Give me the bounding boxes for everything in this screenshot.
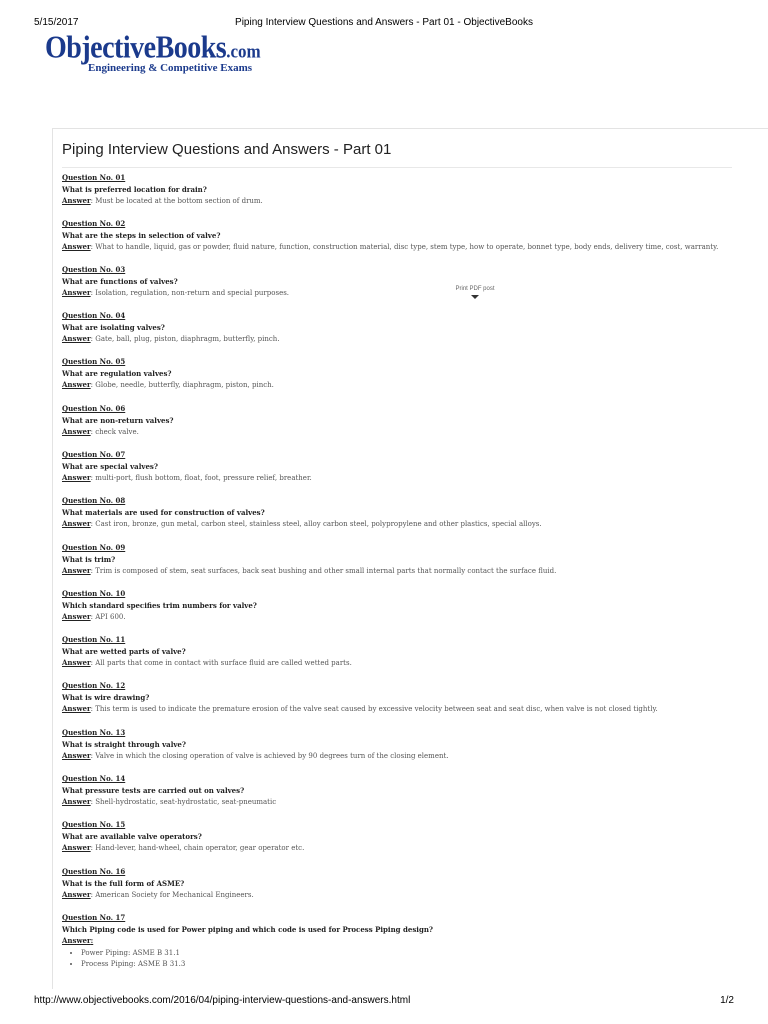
answer-list-item: • Power Piping: ASME B 31.1	[81, 948, 433, 960]
question-number: Question No. 06	[62, 404, 126, 413]
answer-label: Answer	[62, 519, 91, 528]
print-header	[0, 17, 768, 29]
question-text: What are available valve operators?	[62, 831, 202, 841]
answer-label: Answer	[62, 890, 91, 899]
qa-item	[62, 356, 274, 392]
answer-text: Globe, needle, butterfly, diaphragm, piston, pinch.	[95, 381, 274, 389]
qa-item	[62, 542, 556, 578]
question-text: What are special valves?	[62, 461, 158, 471]
question-text: What are wetted parts of valve?	[62, 646, 186, 656]
answer-label: Answer	[62, 196, 91, 205]
answer-colon: :	[90, 567, 96, 575]
question-text: What is straight through valve?	[62, 739, 186, 749]
answer-label: Answer	[62, 612, 91, 621]
question-number: Question No. 14	[62, 774, 126, 783]
answer-label: Answer	[62, 427, 91, 436]
question-number: Question No. 03	[62, 265, 126, 274]
answer-label: Answer	[62, 334, 91, 343]
answer-line	[62, 195, 263, 208]
qa-item	[62, 727, 449, 763]
print-page-title: Piping Interview Questions and Answers - Part 01 - ObjectiveBooks	[235, 17, 533, 28]
qa-item	[62, 819, 304, 855]
qa-item	[62, 912, 433, 971]
title-divider	[62, 167, 732, 168]
qa-item	[62, 495, 542, 531]
qa-item	[62, 218, 718, 254]
answer-text: Must be located at the bottom section of drum.	[95, 197, 263, 205]
print-date: 5/15/2017	[34, 17, 79, 28]
answer-line	[62, 889, 254, 902]
answer-colon: :	[90, 705, 96, 713]
answer-text: This term is used to indicate the premature erosion of the valve seat caused by excessive velocity between seat and seat disc, when valve is not closed tightly.	[95, 705, 658, 713]
answer-colon: :	[90, 936, 94, 945]
answer-text: check valve.	[95, 428, 139, 436]
answer-colon: :	[90, 243, 96, 251]
qa-item	[62, 773, 276, 809]
answer-line	[62, 750, 449, 763]
site-logo[interactable]	[45, 30, 261, 74]
answer-colon: :	[90, 844, 96, 852]
question-number: Question No. 17	[62, 913, 126, 922]
answer-text: All parts that come in contact with surface fluid are called wetted parts.	[95, 659, 352, 667]
question-number: Question No. 01	[62, 173, 126, 182]
chevron-down-icon	[471, 295, 479, 299]
question-number: Question No. 15	[62, 820, 126, 829]
answer-list-item: • Process Piping: ASME B 31.3	[81, 959, 433, 971]
answer-line	[62, 565, 556, 578]
print-footer	[0, 995, 768, 1007]
logo-name: ObjectiveBooks	[45, 30, 227, 66]
question-number: Question No. 16	[62, 867, 126, 876]
qa-item	[62, 680, 658, 716]
question-text: Which Piping code is used for Power piping and which code is used for Process Piping design?	[62, 924, 434, 934]
answer-text: Gate, ball, plug, piston, diaphragm, butterfly, pinch.	[95, 335, 280, 343]
answer-text: Isolation, regulation, non-return and special purposes.	[95, 289, 290, 297]
qa-item	[62, 588, 257, 624]
answer-colon: :	[90, 428, 96, 436]
qa-item	[62, 264, 289, 300]
question-number: Question No. 02	[62, 219, 126, 228]
logo-tagline: Engineering & Competitive Exams	[88, 62, 253, 74]
answer-label: Answer	[62, 380, 91, 389]
answer-colon: :	[90, 289, 96, 297]
question-text: What are regulation valves?	[62, 368, 172, 378]
answer-colon: :	[90, 335, 96, 343]
post-title: Piping Interview Questions and Answers - Part 01	[62, 141, 392, 158]
answer-colon: :	[90, 798, 96, 806]
print-url: http://www.objectivebooks.com/2016/04/piping-interview-questions-and-answers.html	[34, 995, 411, 1006]
answer-line	[62, 703, 658, 716]
qa-item	[62, 866, 254, 902]
answer-text: Shell-hydrostatic, seat-hydrostatic, seat-pneumatic	[95, 798, 277, 806]
answer-label: Answer	[62, 704, 91, 713]
answer-label: Answer	[62, 242, 91, 251]
answer-label: Answer	[62, 936, 91, 945]
question-number: Question No. 11	[62, 635, 126, 644]
answer-colon: :	[90, 520, 96, 528]
question-text: What materials are used for construction of valves?	[62, 507, 265, 517]
answer-line	[62, 426, 174, 439]
question-number: Question No. 04	[62, 311, 126, 320]
question-number: Question No. 05	[62, 357, 126, 366]
qa-item	[62, 403, 174, 439]
answer-line	[62, 241, 718, 254]
answer-colon: :	[90, 197, 96, 205]
answer-label: Answer	[62, 473, 91, 482]
answer-list	[62, 948, 433, 971]
answer-text: multi-port, flush bottom, float, foot, pressure relief, breather.	[95, 474, 312, 482]
question-text: What are non-return valves?	[62, 415, 174, 425]
answer-line	[62, 935, 433, 948]
answer-colon: :	[90, 613, 96, 621]
question-text: Which standard specifies trim numbers for valve?	[62, 600, 257, 610]
question-text: What pressure tests are carried out on valves?	[62, 785, 245, 795]
answer-line	[62, 796, 276, 809]
answer-line	[62, 611, 257, 624]
answer-line	[62, 333, 280, 346]
qa-item	[62, 634, 352, 670]
answer-colon: :	[90, 381, 96, 389]
answer-text: American Society for Mechanical Engineers.	[95, 891, 254, 899]
answer-line	[62, 657, 352, 670]
answer-text: Trim is composed of stem, seat surfaces, back seat bushing and other small internal parts that normally contact the surface fluid.	[95, 567, 557, 575]
qa-item	[62, 449, 312, 485]
answer-line	[62, 472, 312, 485]
question-text: What are isolating valves?	[62, 322, 165, 332]
answer-colon: :	[90, 474, 96, 482]
answer-text: Hand-lever, hand-wheel, chain operator, gear operator etc.	[95, 844, 305, 852]
qa-item	[62, 310, 280, 346]
answer-line	[62, 287, 289, 300]
question-text: What is preferred location for drain?	[62, 184, 207, 194]
answer-text: API 600.	[95, 613, 126, 621]
question-text: What are functions of valves?	[62, 276, 178, 286]
answer-text: Cast iron, bronze, gun metal, carbon steel, stainless steel, alloy carbon steel, polypropylene and other plastics, special alloys.	[95, 520, 542, 528]
answer-label: Answer	[62, 751, 91, 760]
print-page-number: 1/2	[720, 995, 734, 1006]
question-number: Question No. 07	[62, 450, 126, 459]
question-text: What are the steps in selection of valve?	[62, 230, 221, 240]
qa-item	[62, 172, 263, 208]
answer-colon: :	[90, 891, 96, 899]
question-text: What is the full form of ASME?	[62, 878, 185, 888]
answer-label: Answer	[62, 566, 91, 575]
question-number: Question No. 12	[62, 681, 126, 690]
question-text: What is wire drawing?	[62, 692, 150, 702]
answer-text: Valve in which the closing operation of valve is achieved by 90 degrees turn of the closing element.	[95, 752, 449, 760]
print-pdf-label: Print PDF post	[455, 286, 495, 292]
answer-label: Answer	[62, 658, 91, 667]
answer-colon: :	[90, 752, 96, 760]
question-number: Question No. 13	[62, 728, 126, 737]
answer-label: Answer	[62, 843, 91, 852]
answer-line	[62, 518, 542, 531]
question-text: What is trim?	[62, 554, 116, 564]
answer-label: Answer	[62, 797, 91, 806]
print-pdf-button[interactable]	[447, 286, 503, 299]
answer-line	[62, 842, 304, 855]
logo-suffix: .com	[226, 40, 261, 63]
answer-label: Answer	[62, 288, 91, 297]
question-number: Question No. 08	[62, 496, 126, 505]
answer-text: What to handle, liquid, gas or powder, fluid nature, function, construction material, disc type, stem type, how to operate, bonnet type, body ends, delivery time, cost, warranty.	[95, 243, 719, 251]
answer-line	[62, 379, 274, 392]
answer-colon: :	[90, 659, 96, 667]
question-number: Question No. 10	[62, 589, 126, 598]
question-number: Question No. 09	[62, 543, 126, 552]
